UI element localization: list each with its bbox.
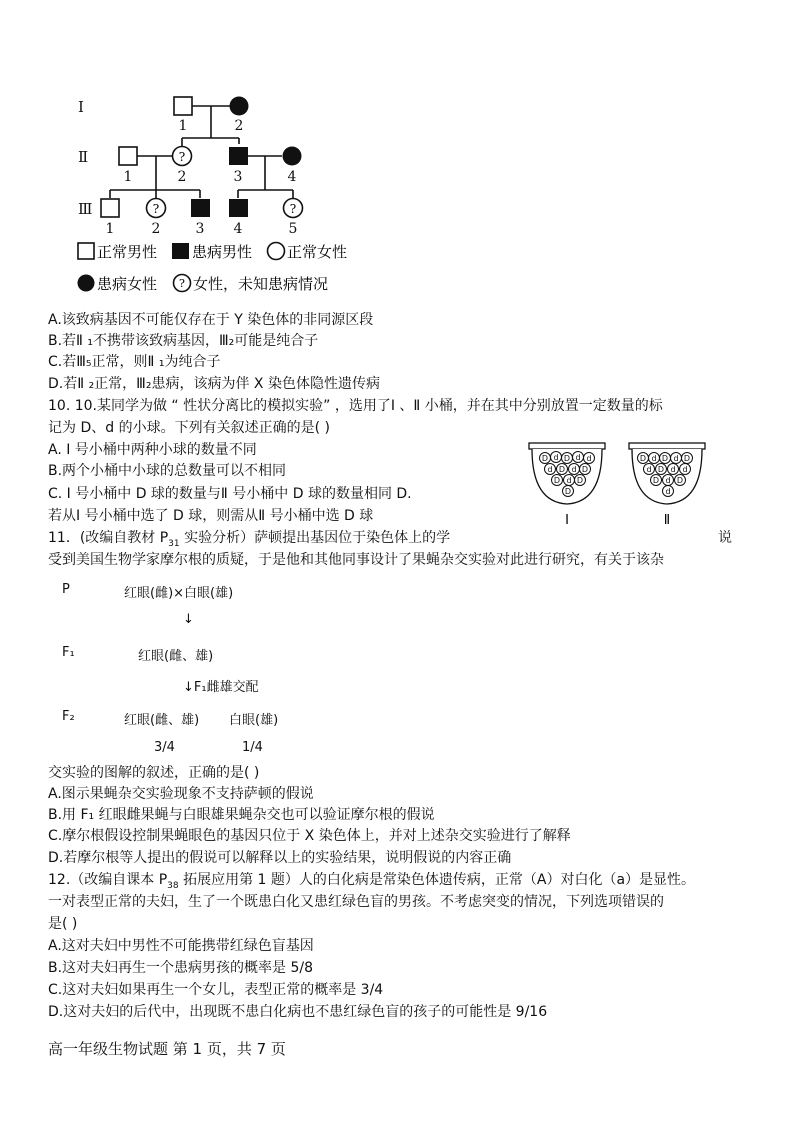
svg-text:D: D [652,476,660,485]
cross-p-label: P [62,582,70,597]
cross-f1-text: 红眼(雌、雄) [138,649,214,664]
cross-f2-label: F₂ [62,709,75,724]
I-2-number: 2 [234,118,244,134]
II-1-number: 1 [123,169,133,185]
I-2-affected-female [230,97,249,116]
q9-option-a: A.该致病基因不可能仅存在于 Y 染色体的非同源区段 [48,312,374,328]
q12-stem-line1 [48,871,695,895]
svg-text:d: d [665,487,671,496]
q10-option-b: B.两个小桶中小球的总数量可以不相同 [48,463,287,479]
q12-stem-prefix: 12.（改编自课本 P [48,872,168,888]
II-2-unknown-mark: ? [178,150,186,164]
q11-stem-end: 说 [718,530,732,546]
svg-text:d: d [673,454,679,463]
svg-text:D: D [676,476,684,485]
urn-I [529,443,605,528]
legend-normal-female: 正常女性 [287,243,348,261]
II-1-normal-male [119,147,137,165]
svg-text:D: D [581,465,589,474]
cross-ratio-white: 1/4 [242,740,263,755]
urn-illustration [525,440,715,530]
legend-normal-male-icon [78,243,94,259]
q12-option-a: A.这对夫妇中男性不可能携带红绿色盲基因 [48,938,314,954]
cross-f1-label: F₁ [62,645,75,660]
legend-unknown-female: 女性，未知患病情况 [193,275,329,293]
svg-text:d: d [670,465,676,474]
q12-stem-line3: 是( ) [48,916,78,932]
q11-stem-line1 [48,529,450,553]
q12-option-d: D.这对夫妇的后代中，出现既不患白化病也不患红绿色盲的孩子的可能性是 9/16 [48,1004,548,1020]
q12-stem-text: 拓展应用第 1 题）人的白化病是常染色体遗传病，正常（A）对白化（a）是显性。 [178,872,696,888]
I-1-number: 1 [178,118,188,134]
II-4-number: 4 [287,169,297,185]
urn-II [629,443,705,528]
legend-normal-female-icon [268,243,285,260]
q12-page-sub: 38 [167,880,179,891]
q10-option-a: A. Ⅰ 号小桶中两种小球的数量不同 [48,442,257,458]
svg-text:d: d [571,465,577,474]
cross-f2-white: 白眼(雄) [229,713,279,728]
gen-label-III: Ⅲ [78,200,93,218]
q10-option-c: C. Ⅰ 号小桶中 D 球的数量与Ⅱ 号小桶中 D 球的数量相同 D. [48,486,412,502]
q12-option-b: B.这对夫妇再生一个患病男孩的概率是 5/8 [48,960,314,976]
svg-text:d: d [665,476,671,485]
q12-stem-line2: 一对表型正常的夫妇，生了一个既患白化又患红绿色盲的男孩。不考虑突变的情况，下列选项错误的 [48,894,664,910]
svg-text:d: d [646,465,652,474]
svg-text:D: D [661,454,669,463]
legend-normal-male: 正常男性 [97,243,158,261]
II-3-affected-male [229,147,248,165]
q11-option-b: B.用 F₁ 红眼雌果蝇与白眼雄果蝇杂交也可以验证摩尔根的假说 [48,807,435,823]
q9-option-d: D.若Ⅱ ₂正常，Ⅲ₂患病，该病为伴 X 染色体隐性遗传病 [48,376,380,392]
urn-II-label: Ⅱ [663,513,671,528]
III-3-number: 3 [195,221,205,237]
legend-affected-female: 患病女性 [97,275,158,293]
q11-stem-line2: 受到美国生物学家摩尔根的质疑，于是他和其他同事设计了果蝇杂交实验对此进行研究，有关于该杂 [48,552,664,568]
q12-option-c: C.这对夫妇如果再生一个女儿，表型正常的概率是 3/4 [48,982,384,998]
svg-text:D: D [541,454,549,463]
svg-text:D: D [683,454,691,463]
svg-text:d: d [586,454,592,463]
q11-option-a: A.图示果蝇杂交实验现象不支持萨顿的假说 [48,786,314,802]
q10-stem-line2: 记为 D、d 的小球。下列有关叙述正确的是( ) [48,420,330,436]
urn-I-label: Ⅰ [565,513,569,528]
q11-option-c: C.摩尔根假设控制果蝇眼色的基因只位于 X 染色体上，并对上述杂交实验进行了解释 [48,828,571,844]
q11-option-d: D.若摩尔根等人提出的假说可以解释以上的实验结果，说明假说的内容正确 [48,850,512,866]
II-3-number: 3 [233,169,243,185]
legend-affected-male-icon [172,243,189,259]
III-2-unknown-mark: ? [152,202,160,216]
III-1-number: 1 [105,221,115,237]
svg-text:D: D [558,465,566,474]
q9-option-b: B.若Ⅱ ₁不携带该致病基因，Ⅲ₂可能是纯合子 [48,333,319,349]
II-4-affected-female [283,147,302,166]
q10-option-d: 若从Ⅰ 号小桶中选了 D 球，则需从Ⅱ 号小桶中选 D 球 [48,508,374,524]
svg-text:d: d [553,453,559,462]
q11-stem-text: 实验分析）萨顿提出基因位于染色体上的学 [179,530,451,546]
svg-text:d: d [547,465,553,474]
svg-text:D: D [553,476,561,485]
svg-text:D: D [563,454,571,463]
q11-stem-line3: 交实验的图解的叙述，正确的是( ) [48,765,260,781]
svg-text:D: D [657,465,665,474]
cross-f2-red: 红眼(雌、雄) [124,713,200,728]
legend-affected-female-icon [78,275,95,292]
III-2-number: 2 [151,221,161,237]
III-5-unknown-mark: ? [289,202,297,216]
svg-text:D: D [564,487,572,496]
q9-option-c: C.若Ⅲ₅正常，则Ⅱ ₁为纯合子 [48,354,221,370]
I-1-normal-male [174,97,192,115]
III-4-number: 4 [233,221,243,237]
svg-text:d: d [575,453,581,462]
svg-text:d: d [566,476,572,485]
II-2-number: 2 [177,169,187,185]
III-5-number: 5 [288,221,298,237]
pedigree-chart [72,86,372,300]
legend-unknown-mark: ? [179,277,185,290]
cross-arrow-down: ↓ [183,612,194,627]
q11-stem-prefix: 11．(改编自教材 P [48,530,169,546]
q11-page-sub: 31 [168,538,180,549]
svg-text:d: d [651,454,657,463]
page-footer: 高一年级生物试题 第 1 页，共 7 页 [48,1040,286,1058]
q10-stem-line1: 10. 10.某同学为做 “ 性状分离比的模拟实验” ，选用了Ⅰ 、Ⅱ 小桶，并在其中分别放置一定数量的标 [48,398,663,414]
cross-ratio-red: 3/4 [154,740,175,755]
legend-affected-male: 患病男性 [192,243,253,261]
gen-label-I: Ⅰ [78,98,84,116]
svg-text:d: d [682,465,688,474]
cross-f1-mating: ↓F₁雌雄交配 [183,680,259,695]
gen-label-II: Ⅱ [78,148,89,166]
III-4-affected-male [229,199,248,217]
svg-text:D: D [576,476,584,485]
cross-p-text: 红眼(雌)×白眼(雄) [124,586,234,601]
svg-text:D: D [639,454,647,463]
III-3-affected-male [191,199,210,217]
III-1-normal-male [101,199,119,217]
